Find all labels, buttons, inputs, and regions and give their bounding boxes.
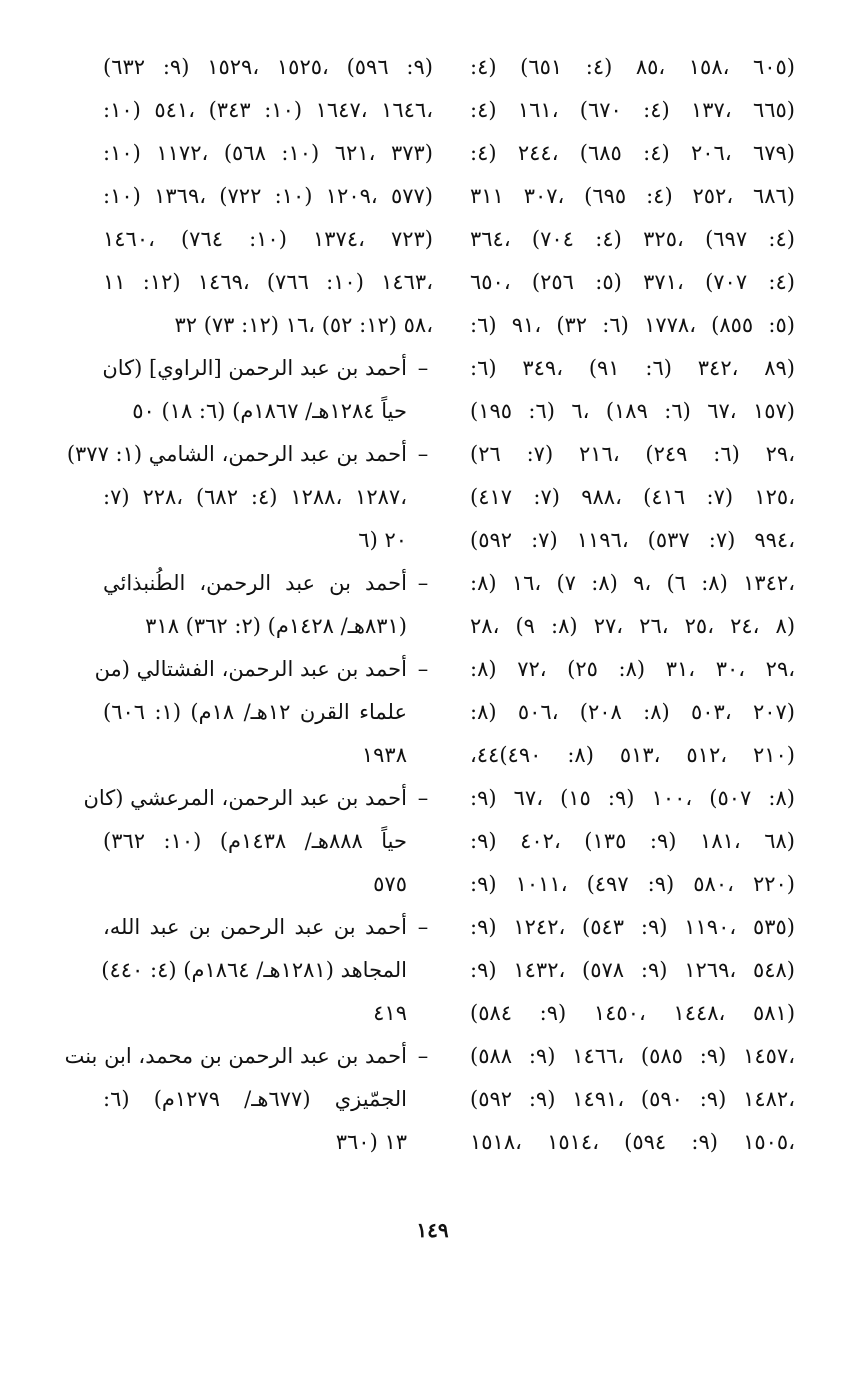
- index-entry: [103, 906, 433, 1035]
- index-line: ،١٦٤٦ ،١٦٤٧ (١٠: ٣٤٣) ،٥٤١ (١٠:: [103, 98, 433, 122]
- index-line: ،١٤٥٧ (٩: ٥٨٥) ،١٤٦٦ (٩: ٥٨٨): [470, 1044, 795, 1068]
- entry-dash: –: [417, 915, 429, 939]
- entry-dash: –: [417, 1044, 429, 1068]
- index-line: (٦٦٥ ،١٣٧ (٤: ٦٧٠) ،١٦١ (٤:: [470, 98, 795, 122]
- index-line: (٨٩ ،٣٤٢ (٦: ٩١) ،٣٤٩ (٦:: [470, 356, 795, 380]
- left-column: [64, 46, 433, 1164]
- index-line: ،١٣٤٢ (٨: ٦) ،٩ (٨: ٧) ،١٦ (٨:: [470, 571, 795, 595]
- entry-line: أحمد بن عبد الرحمن بن عبد الله،: [103, 915, 407, 939]
- entry-line: أحمد بن عبد الرحمن بن محمد، ابن بنت: [64, 1044, 407, 1068]
- entry-dash: –: [417, 786, 429, 810]
- index-line: (٦٧٩ ،٢٠٦ (٤: ٦٨٥) ،٢٤٤ (٤:: [470, 141, 795, 165]
- index-line: (٥٣٥ ،١١٩٠ (٩: ٥٤٣) ،١٢٤٢ (٩:: [470, 915, 795, 939]
- index-line: (٤: ٦٩٧) ،٣٢٥ (٤: ٧٠٤) ،٣٦٤: [470, 227, 795, 251]
- entry-line: علماء القرن ١٢هـ/ ١٨م) (١: ٦٠٦): [103, 700, 407, 724]
- index-line: ،١٤٦٣ (١٠: ٧٦٦) ،١٤٦٩ (١٢: ١١: [103, 270, 433, 294]
- entry-line: ١٣ (٣٦٠: [335, 1130, 407, 1154]
- entry-line: أحمد بن عبد الرحمن، المرعشي (كان: [83, 786, 407, 810]
- index-line: (٢٠٧ ،٥٠٣ (٨: ٢٠٨) ،٥٠٦ (٨:: [470, 700, 795, 724]
- index-line: ،٩٩٤ (٧: ٥٣٧) ،١١٩٦ (٧: ٥٩٢): [470, 528, 795, 552]
- entry-line: حياً ١٢٨٤هـ/ ١٨٦٧م) (٦: ١٨) ٥٠: [132, 399, 407, 423]
- page-number: ١٤٩: [416, 1218, 449, 1242]
- index-line: (٥٤٨ ،١٢٦٩ (٩: ٥٧٨) ،١٤٣٢ (٩:: [470, 958, 795, 982]
- continuation-block: [103, 46, 433, 347]
- index-entry: [94, 648, 433, 777]
- index-line: (١٥٧ ،٦٧ (٦: ١٨٩) ،٦ (٦: ١٩٥): [470, 399, 795, 423]
- entry-line: أحمد بن عبد الرحمن، الشامي (١: ٣٧٧): [66, 442, 407, 466]
- entry-line: ٤١٩: [373, 1001, 407, 1025]
- index-entry: [66, 433, 433, 562]
- entry-line: أحمد بن عبد الرحمن، الطُنبذائي: [103, 571, 407, 595]
- entry-line: أحمد بن عبد الرحمن، الفشتالي (من: [94, 657, 407, 681]
- index-line: ،٥٨ (١٢: ٥٢) ،١٦ (١٢: ٧٣) ٣٢: [174, 313, 433, 337]
- entry-dash: –: [417, 571, 429, 595]
- index-line: (٩: ٥٩٦) ،١٥٢٥ ،١٥٢٩ (٩: ٦٣٢): [103, 55, 433, 79]
- index-line: (٥: ٨٥٥) ،١٧٧٨ (٦: ٣٢) ،٩١ (٦:: [470, 313, 795, 337]
- index-line: (٧٢٣ ،١٣٧٤ (١٠: ٧٦٤) ،١٤٦٠: [103, 227, 433, 251]
- entry-line: ٢٠ (٦: [358, 528, 407, 552]
- index-entry: [64, 1035, 433, 1164]
- index-line: ،٢٩ (٦: ٢٤٩) ،٢١٦ (٧: ٢٦): [470, 442, 795, 466]
- index-line: (٥٧٧ ،١٢٠٩ (١٠: ٧٢٢) ،١٣٦٩ (١٠:: [103, 184, 433, 208]
- index-line: ،٢٩ ،٣٠ ،٣١ (٨: ٢٥) ،٧٢ (٨:: [470, 657, 796, 681]
- index-line: (٢٢٠ ،٥٨٠ (٩: ٤٩٧) ،١٠١١ (٩:: [470, 872, 795, 896]
- entry-line: الجمّيزي (٦٧٧هـ/ ١٢٧٩م) (٦:: [103, 1087, 407, 1111]
- index-entry: [103, 562, 433, 648]
- index-line: (٦٨ ،١٨١ (٩: ١٣٥) ،٤٠٢ (٩:: [470, 829, 795, 853]
- index-entry: [103, 347, 433, 433]
- index-line: ،١٢٥ (٧: ٤١٦) ،٩٨٨ (٧: ٤١٧): [470, 485, 795, 509]
- entry-line: حياً ٨٨٨هـ/ ١٤٣٨م) (١٠: ٣٦٢): [103, 829, 407, 853]
- entry-line: (٨٣١هـ/ ١٤٢٨م) (٢: ٣٦٢) ٣١٨: [145, 614, 407, 638]
- index-line: (٤: ٧٠٧) ،٣٧١ (٥: ٢٥٦) ،٦٥٠: [470, 270, 795, 294]
- index-line: (٦٨٦ ،٢٥٢ (٤: ٦٩٥) ،٣٠٧ ٣١١: [470, 184, 795, 208]
- entry-dash: –: [417, 442, 429, 466]
- right-column: [470, 46, 795, 1164]
- index-line: ،١٥٠٥ (٩: ٥٩٤) ،١٥١٤ ،١٥١٨: [470, 1130, 795, 1154]
- index-line: ،١٤٨٢ (٩: ٥٩٠) ،١٤٩١ (٩: ٥٩٢): [470, 1087, 795, 1111]
- index-line: (٢١٠ ،٥١٢ ،٥١٣ (٨: ٤٩٠)٤٤،: [470, 743, 795, 767]
- entry-line: أحمد بن عبد الرحمن [الراوي] (كان: [102, 356, 407, 380]
- entry-line: ١٩٣٨: [361, 743, 407, 767]
- index-line: (٥٨١ ،١٤٤٨ ،١٤٥٠ (٩: ٥٨٤): [470, 1001, 796, 1025]
- index-line: (٨ ،٢٤ ،٢٥ ،٢٦ ،٢٧ (٨: ٩) ،٢٨: [470, 614, 796, 638]
- entry-line: ،١٢٨٧ ،١٢٨٨ (٤: ٦٨٢) ،٢٢٨ (٧:: [103, 485, 407, 509]
- entry-dash: –: [417, 356, 429, 380]
- entry-line: المجاهد (١٢٨١هـ/ ١٨٦٤م) (٤: ٤٤٠): [101, 958, 407, 982]
- entry-dash: –: [417, 657, 429, 681]
- index-line: (٣٧٣ ،٦٢١ (١٠: ٥٦٨) ،١١٧٢ (١٠:: [103, 141, 433, 165]
- index-line: (٦٠٥ ،١٥٨ ،٨٥ (٤: ٦٥١) (٤:: [470, 55, 795, 79]
- index-line: (٨: ٥٠٧) ،١٠٠ (٩: ١٥) ،٦٧ (٩:: [470, 786, 795, 810]
- entry-line: ٥٧٥: [373, 872, 407, 896]
- index-entry: [83, 777, 433, 906]
